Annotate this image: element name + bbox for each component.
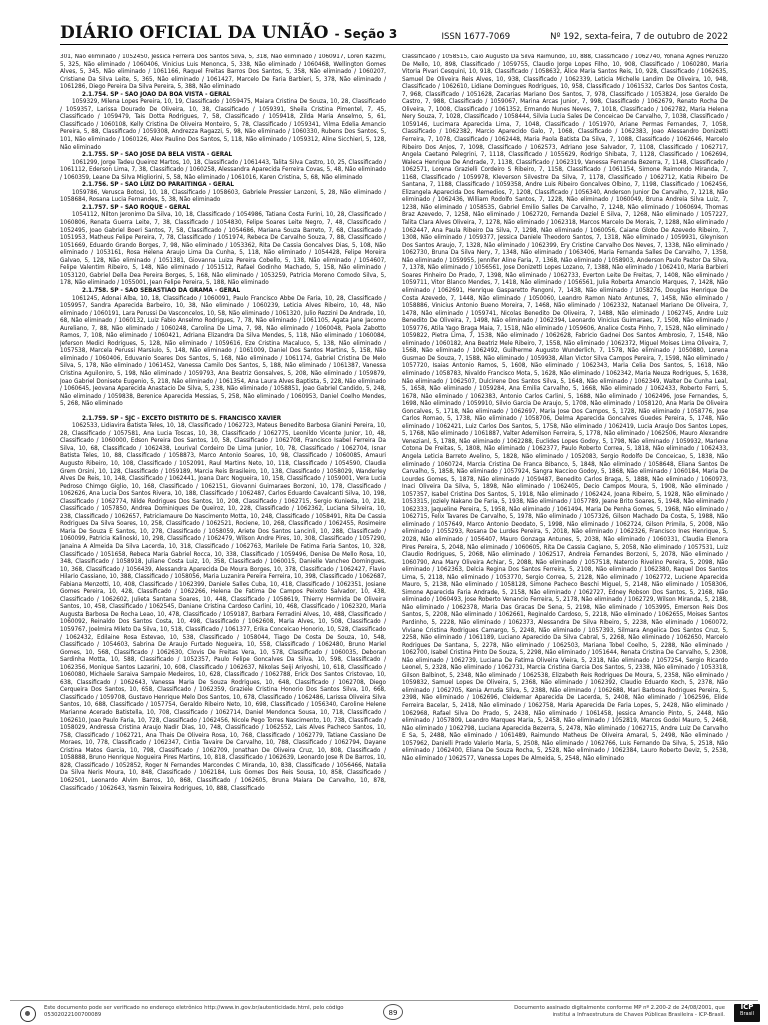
gazette-name: DIÁRIO OFICIAL DA UNIÃO — [60, 23, 329, 43]
results-paragraph: 1059329, Milena Lopes Pereira, 10, 19, Classificado / 1059475, Maiara Cristina De Souza, 10, 28, Classificado / 1059357, Larissa Dourado De Oliveira, 10, 38, Classificado / 1059391, Sheila Cristina Pimentel, 7, 45, Classificado / 1059479, Tais Dotta Rodrigues, 7, 58, Classificado / 1059418, Zilda Maria Anselmo, 5, 61, Classificado / 1060108, Kelly Cristina De Oliveira Monteiro, 5, 78, Classificado / 1059341, Vilma Edelia Amancio Pereira, 5, 88, Classificado / 1059308, Andrezza Ragazzi, 5, 98, Não eliminado / 1060330, Rubens Dos Santos, 5, 101, Não eliminado / 1060126, Alex Paulino Dos Santos, 5, 118, Não eliminado / 1059312, Aline Sicchieri, 5, 128, Não eliminado — [60, 99, 386, 151]
signature-note: Documento assinado digitalmente conforme MP nº 2.200-2 de 24/08/2001, que institui a Infraestrutura de Chaves Públicas Brasileira - ICP-Brasil. — [514, 1005, 725, 1018]
page-header — [60, 22, 728, 45]
page-number: 89 — [383, 1004, 403, 1020]
logo-main-text: ICP — [740, 1003, 754, 1011]
body-columns — [60, 54, 728, 1016]
section-heading: 2.1.759. SP - SJC - EXCETO DISTRITO DE S. FRANCISCO XAVIER — [82, 415, 282, 422]
gazette-title — [60, 23, 397, 44]
verification-note: Este documento pode ser verificado no endereço eletrônico http://www.in.gov.br/autenticidade.html, pelo código 05302022100700089 — [44, 1005, 344, 1018]
left-column — [60, 54, 386, 1016]
results-paragraph: 1062533, Lidiavira Batista Teles, 10, 18, Classificado / 1062723, Mateus Benedito Barbosa Gianini Pereira, 10, 28, Classificado / 1057581, Ana Lucia Toscas, 10, 38, Classificado / 1062775, Leonildo Vicente Junior, 10, 48, Classificado / 1060000, Edson Pereira Dos Santos, 10, 58, Classificado / 1062708, Francisco Isabel Ferreira Da Silva, 10, 68, Classificado / 1062438, Lourival Cordeiro De Lima Junior, 10, 78, Classificado / 1062704, Isnar Batista Teles, 10, 88, Classificado / 1058873, Marco Antonio Soares, 10, 98, Classificado / 1060085, Amauri Augusto Ribeiro, 10, 108, Classificado / 1052091, Raul Martins Neto, 10, 118, Classificado / 1054590, Claudia Grem Orsini, 10, 128, Classificado / 1059189, Marcia Reis Brasileiro, 10, 138, Classificado / 1058029, Wanderley Alves De Reis, 10, 148, Classificado / 1062441, Joana Darc Nogueira, 10, 158, Classificado / 1059001, Vera Lucia Pedroso Chimgo Giglio, 10, 168, Classificado / 1062151, Giovanni Guimaraes Borzoni, 10, 178, Classificado / 1062626, Ana Lucia Dos Santos Rivera, 10, 188, Classificado / 1062487, Carlos Eduardo Cavalcanti Silva, 10, 198, Classificado / 1062774, Nilde Rodrigues Dos Santos, 10, 208, Classificado / 1062715, Sergio Kunieda, 10, 218, Classificado / 1057850, Andrea Dominiques De Queiroz, 10, 228, Classificado / 1062362, Luciana Silveira, 10, 238, Classificado / 1062657, Patriciamaure Do Nascimento Motta, 10, 248, Classificado / 1058491, Rita De Cassia Rodrigues Da Silva Soares, 10, 258, Classificado / 1062521, Rociene, 10, 268, Classificado / 1062455, Rosimeire Maria De Souza E Santos, 10, 278, Classificado / 1058059, Ariete Dos Santos Lancinli, 10, 288, Classificado / 1060099, Patricia Kalinoski, 10, 298, Classificado / 1062479, Wilson Andre Pires, 10, 308, Classificado / 1057290, Janaina A Almeida Da Silva Lacerda, 10, 318, Classificado / 1062763, Marilele De Fatima Faria Santos, 10, 328, Classificado / 1051658, Rebeca Maria Gabriel Rocca, 10, 338, Classificado / 1059496, Denise De Mello Rosa, 10, 348, Classificado / 1058918, Juliane Costa Luiz, 10, 358, Classificado / 1060015, Danielle Vancheo Domingues, 10, 368, Classificado / 1056439, Alessandra Aparecida De Moura Borges, 10, 378, Classificado / 1062427, Flavio Hilario Cassiano, 10, 388, Classificado / 1058056, Maria Luzanira Pereira Ferreira, 10, 398, Classificado / 1062687, Fabiana Menzotti, 10, 408, Classificado / 1062399, Daniele Salles Cuba, 10, 418, Classificado / 1062351, Josiane Gomes Pereira, 10, 428, Classificado / 1062266, Helena De Fatima De Campos Peixoto Salvador, 10, 438, Classificado / 1062602, Julieta Santana Soares, 10, 448, Classificado / 1058619, Thierry Hermida De Oliveira Santos, 10, 458, Classificado / 1062545, Daniane Cristina Cardoso Carlini, 10, 468, Classificado / 1062320, Maria Augusta Barbosa De Rocha Leao, 10, 478, Classificado / 1059187, Barbara Ferradini Alves, 10, 488, Classificado / 1060092, Reinaldo Dos Santos Costa, 10, 498, Classificado / 1062608, Maria Alves, 10, 508, Classificado / 1059767, Joelmira Mileto Da Silva, 10, 518, Classificado / 1061377, Erika Conceicao Honorio, 10, 528, Classificado / 1062432, Edilaine Rosa Estevao, 10, 538, Classificado / 1058044, Tiago De Costa De Souza, 10, 548, Classificado / 1054603, Sabrina De Araujo Furtado Nogueira, 10, 558, Classificado / 1062480, Bruno Mariel Gomes, 10, 568, Classificado / 1062630, Clovis De Freitas Vera, 10, 578, Classificado / 1060035, Deboran Sardinha Motta, 10, 588, Classificado / 1052357, Paulo Felipe Goncalves Da Silva, 10, 598, Classificado / 1062356, Monique Santos Lazarini, 10, 608, Classificado / 1062637, Nikolas Seiji Ariyoshi, 10, 618, Classificado / 1060080, Michaele Saraiva Sampaio Medeiros, 10, 628, Classificado / 1062788, Erick Dos Santos Cristovao, 10, 638, Classificado / 1062643, Vanessa Maria De Souza Rodrigues, 10, 648, Classificado / 1062708, Diego Cerqueira Dos Santos, 10, 658, Classificado / 1062359, Graziele Cristina Honorio Dos Santos Silva, 10, 668, Classificado / 1059708, Gustavo Henrique Melo Dos Santos, 10, 678, Classificado / 1062486, Larissa Oliveira Silva Santos, 10, 688, Classificado / 1057754, Geraldo Ribeiro Neto, 10, 698, Classificado / 1056340, Caroline Helene Marianne Acerado Batistella, 10, 708, Classificado / 1062714, Daniel Mendonca Sousa, 10, 718, Classificado / 1062610, Joao Paulo Faria, 10, 728, Classificado / 1062456, Nicole Pego Torres Nascimento, 10, 738, Classificado / 1058029, Andressa Cristina Araujo Nadir Dias, 10, 748, Classificado / 1062552, Lais Alves Pacheco Santos, 10, 758, Classificado / 1062721, Ana Thais De Oliveira Rosa, 10, 768, Classificado / 1062779, Tatiane Cassiano De Moraes, 10, 778, Classificado / 1062347, Cintia Tavaire De Carvalho, 10, 788, Classificado / 1062794, Dayane Cristina Matos Garcia, 10, 798, Classificado / 1062709, Jonathan De Oliveira Cruz, 10, 808, Classificado / 1058888, Bruno Henrique Nogueira Pires Martins, 10, 818, Classificado / 1062639, Leonardo Jose R De Barros, 10, 828, Classificado / 1052852, Roger N Fernandes Marcondes C Miranda, 10, 838, Classificado / 1056466, Natalia Da Silva Neris Moura, 10, 848, Classificado / 1062184, Luis Gomes Dos Reis Sousa, 10, 858, Classificado / 1062501, Leonardo Alvim Barros, 10, 868, Classificado / 1062605, Bruna Maiara De Carvalho, 10, 878, Classificado / 1062643, Yasmin Teixeira Rodrigues, 10, 888, Classificado — [60, 423, 386, 792]
section-label: - Seção 3 — [334, 27, 398, 41]
section-heading: 2.1.755. SP - SAO JOSE DA BELA VISTA - GERAL — [82, 152, 233, 159]
icp-brasil-logo-icon — [734, 1004, 760, 1022]
section-heading: 2.1.756. SP - SAO LUIZ DO PARAITINGA - GERAL — [82, 182, 234, 189]
issn-number: ISSN 1677-7069 — [441, 32, 511, 42]
right-column — [402, 54, 728, 1016]
coat-of-arms-icon — [20, 1006, 36, 1022]
results-paragraph: 1061299, Jorge Tadeu Queiroz Martos, 10, 18, Classificado / 1061443, Talita Silva Castro, 10, 25, Classificado / 1061112, Ederson Lima, 7, 38, Classificado / 1060258, Alessandra Aparecida Ferreira Covas, 5, 48, Não eliminado / 1060359, Leane Da Silva Migliorini, 5, 58, Não eliminado / 1061016, Karen Cristina, 5, 68, Não eliminado — [60, 159, 386, 181]
results-paragraph: 1061245, Adonai Alba, 10, 18, Classificado / 1060091, Paulo Francisco Abbe De Faria, 10, 28, Classificado / 1059957, Sandra Aparecida Barbeiro, 10, 38, Não eliminado / 1060239, Leticia Alves Ribeiro, 10, 48, Não eliminado / 1060191, Lara Perussi De Vasconcelos, 10, 58, Não eliminado / 1061320, Julio Rezzini De Andrade, 10, 68, Não eliminado / 1060132, Luiz Fabio Anselmo Rodrigues, 7, 78, Não eliminado / 1061105, Agata Jane Jacomo Aureliano, 7, 88, Não eliminado / 1060248, Carolina De Lima, 7, 98, Não eliminado / 1060048, Paola Zabotto Ramos, 7, 108, Não eliminado / 1060421, Adriana Elizandra Da Silva Mendes, 5, 118, Não eliminado / 1060084, Jeferson Medici Rodrigues, 5, 128, Não eliminado / 1059616, Eze Cristina Macaluco, 5, 138, Não eliminado / 1057538, Marcela Perussi Marsiulo, 5, 148, Não eliminado / 1061009, Daniel Dos Santos Martins, 5, 158, Não eliminado / 1060406, Eduvanio Soares Dos Santos, 5, 168, Não eliminado / 1061174, Gabriel Cristina De Melo Silva, 5, 178, Não eliminado / 1061452, Vanessa Camilo Dos Santos, 5, 188, Não eliminado / 1061387, Vanessa Cristina Aguiloniro, 5, 198, Não eliminado / 1059793, Ana Beatriz Gonsalves, 5, 208, Não eliminado / 1059879, Joao Gabriel Donisete Eugenio, 5, 218, Não eliminado / 1061354, Ana Laura Alves Baptista, 5, 228, Não eliminado / 1060645, Jeovana Aparecida Anastacio De Silva, 5, 238, Não eliminado / 1058851, Joao Gabriel Candido, 5, 248, Não eliminado / 1059838, Berenice Aparecida Messias, 5, 258, Não eliminado / 1060953, Daniel Coelho Mendes, 5, 268, Não eliminado — [60, 295, 386, 408]
results-paragraph: Classificado / 1058515, Caio Augusto Da Silva Raimundo, 10, 888, Classificado / 1062740, Yohana Agnes Peruzzo De Mello, 10, 898, Classificado / 1059755, Claudio Jorge Lopes Filho, 10, 908, Classificado / 1060280, Maria Vitoria Pivari Cesquini, 10, 918, Classificado / 1058632, Alice Maria Santos Reis, 10, 928, Classificado / 1062635, Samuel De Oliveira Reis Alves, 10, 938, Classificado / 1062339, Leticia Michelle Landim De Oliveira, 10, 948, Classificado / 1062610, Lidiane Domingues Rodrigues, 10, 958, Classificado / 1061532, Carlos Dos Santos Costa, 7, 968, Classificado / 1051628, Zacarias Mariano Dos Santos, 7, 978, Classificado / 1053824, Jose Geraldo De Castro, 7, 988, Classificado / 1059067, Marina Arcas Junior, 7, 998, Classificado / 1062679, Renato Rocha De Oliveira, 7, 1008, Classificado / 1061352, Ermando Nunes Neves, 7, 1018, Classificado / 1062782, Maria Helena Nery Souza, 7, 1028, Classificado / 1058444, Silvia Lucia Sales De Conceicao De Carvalho, 7, 1038, Classificado / 1059146, Lucimara Aparecida Lima, 7, 1048, Classificado / 1051970, Ariane Permas Fernandes, 7, 1058, Classificado / 1062382, Marcio Aparecido Galo, 7, 1068, Classificado / 1062383, Joao Alessandro Donizetti Ferreira, 7, 1078, Classificado / 1062448, Maria Paola Batista Da Silva, 7, 1088, Classificado / 1062646, Marcelo Ribeiro Dos Anjos, 7, 1098, Classificado / 1062573, Adriano Jose Salvador, 7, 1108, Classificado / 1062717, Angela Caetano Pelegrini, 7, 1118, Classificado / 1055629, Rodrigo Shibata, 7, 1128, Classificado / 1062694, Waleca Henrique De Andrade, 7, 1138, Classificado / 1062319, Vanessa Fernanda Bezerra, 7, 1148, Classificado / 1062571, Lorena Grazielli Cordeiro S Ribeiro, 7, 1158, Classificado / 1061154, Simone Raimondo Miranda, 7, 1168, Classificado / 1059978, Kleverson Silvestre Da Silva, 7, 1178, Classificado / 1062712, Katia Ribeiro De Santana, 7, 1188, Classificado / 1059358, Andre Luis Ribeiro Goncalves Olbino, 7, 1198, Classificado / 1062456, Elizangela Aparecida Dos Remedios, 7, 1208, Classificado / 1056340, Anderson Junior De Carvalho, 7, 1218, Não eliminado / 1062436, William Rodolfo Santos, 7, 1228, Não eliminado / 1060049, Bruna Andreia Silva Luiz, 7, 1238, Não eliminado / 1058535, Gabriel Emilio Salles De Carvalho, 7, 1248, Não eliminado / 1060694, Thomas Braz Azevedo, 7, 1258, Não eliminado / 1062720, Fernanda Deziel E Silva, 7, 1268, Não eliminado / 1057227, Talita Clara Alves Oliveira, 7, 1278, Não eliminado / 1062318, Marcos Marcelo De Morais, 7, 1288, Não eliminado / 1062447, Ana Paula Ribeiro Da Silva, 7, 1298, Não eliminado / 1060056, Caiane Globo De Azevedo Ribeiro, 7, 1308, Não eliminado / 1059377, Jessica Daniele Theodoro Santos, 7, 1318, Não eliminado / 1059931, Gleynison Dos Santos Araujo, 7, 1328, Não eliminado / 1062399, Ery Cristine Carvalho Dos Neves, 7, 1338, Não eliminado / 1062730, Bruna Da Silva Nery, 7, 1348, Não eliminado / 1063406, Maria Fernanda Salles De Carvalho, 7, 1358, Não eliminado / 1059955, Jennifer Aline Faria, 7, 1368, Não eliminado / 1058903, Anderson Paulo Pastor Da Silva, 7, 1378, Não eliminado / 1056561, Jose Donizetti Lopes Lozano, 7, 1388, Não eliminado / 1062410, Maria Barbieri Soares Pinheiro Do Prado, 7, 1398, Não eliminado / 1062733, Everton Leite De Freitas, 7, 1408, Não eliminado / 1059711, Vitor Blanco Mendes, 7, 1418, Não eliminado / 1056561, Julia Roberta Amancio Marques, 7, 1428, Não eliminado / 1062691, Henrique Gasparetto Pangoni, 7, 1438, Não eliminado / 1058276, Douglas Henrique De Costa Azevedo, 7, 1448, Não eliminado / 1050060, Leandro Ramon Nato Antunes, 7, 1458, Não eliminado / 1058886, Vinicius Antonio Bueno Moreira, 7, 1468, Não eliminado / 1062332, Natanael Mariano De Oliveira, 7, 1478, Não eliminado / 1059741, Nicolas Benedito De Oliveira, 7, 1488, Não eliminado / 1062745, Andre Luiz Benedito De Oliveira, 7, 1498, Não eliminado / 1062394, Leonardo Vinicius Guimaraes, 7, 1508, Não eliminado / 1059776, Atila Yago Braga Maia, 7, 1518, Não eliminado / 1059606, Analice Costa Pinho, 7, 1528, Não eliminado / 1059822, Pietra Lima, 7, 1538, Não eliminado / 1062628, Fabricio Gadnei Dos Santos Ambrosio, 7, 1548, Não eliminado / 1060182, Ana Beatriz Mele Ribeiro, 7, 1558, Não eliminado / 1062372, Miguel Moises Lima Oliveira, 7, 1568, Não eliminado / 1062492, Guilherme Augusto Wunderlich, 7, 1578, Não eliminado / 1050880, Lorena Gusmao De Souza, 7, 1588, Não eliminado / 1059938, Allan Victor Silva Campos Pereira, 7, 1598, Não eliminado / 1057720, Isaias Antonio Ramos, 5, 1608, Não eliminado / 1062343, Maria Celia Dos Santos, 5, 1618, Não eliminado / 1058783, Nivaldo Francisco Mota, 5, 1628, Não eliminado / 1062342, Maria Neuza Rodrigues, 5, 1638, Não eliminado / 1062507, Dulcirene Dos Santos Silva, 5, 1648, Não eliminado / 1062349, Walter De Cunha Leal, 5, 1658, Não eliminado / 1059284, Ana Emilia Carvalho, 5, 1668, Não eliminado / 1062433, Roberto Ferri, 5, 1678, Não eliminado / 1062383, Antonio Carlos Carlini, 5, 1688, Não eliminado / 1062496, Jose Fernandes, 5, 1698, Não eliminado / 1059910, Silvio Garcia De Araujo, 5, 1708, Não eliminado / 1058120, Ana Maria De Oliveira Goncalves, 5, 1718, Não eliminado / 1062697, Maria Jose Dos Campos, 5, 1728, Não eliminado / 1058776, Jose Carlos Romao, 5, 1738, Não eliminado / 1058706, Delma Aparecida Goncalves Guedes Pereira, 5, 1748, Não eliminado / 1062421, Luiz Carlos Dos Santos, 5, 1758, Não eliminado / 1062419, Lucia Araujo Dos Santos Lopes, 5, 1768, Não eliminado / 1061887, Valter Ademilson Ferreira, 5, 1778, Não eliminado / 1062506, Mauro Alexandre Venezianl, 5, 1788, Não eliminado / 1062288, Euclides Lopes Godoy, 5, 1798, Não eliminado / 1059932, Marlene Cotona De Freitas, 5, 1808, Não eliminado / 1062377, Paulo Roberto Correa, 5, 1818, Não eliminado / 1062433, Angela Leticia Barreto Avelino, 5, 1828, Não eliminado / 1052083, Sergio Rodolfo De Conceicao, 5, 1838, Não eliminado / 1060724, Marcia Cristina De Franca Bibanco, 5, 1848, Não eliminado / 1058648, Eliana Santos De Carvalho, 5, 1858, Não eliminado / 1057924, Sangra Naccioo Godoy, 5, 1868, Não eliminado / 1060184, Maria De Lourdes Gomes, 5, 1878, Não eliminado / 1059487, Benedito Carlos Braga, 5, 1888, Não eliminado / 1060973, Inaci Oliveira Da Silva, 5, 1898, Não eliminado / 1062405, Decio Campos Moura, 5, 1908, Não eliminado / 1057357, Isabel Cristina Dos Santos, 5, 1918, Não eliminado / 1062424, Joana Ribeiro, 5, 1928, Não eliminado / 1053315, Joziely Nakano De Faria, 5, 1938, Não eliminado / 1057789, Jeane Brito Soares, 5, 1948, Não eliminado / 1062333, Jaqueline Pereira, 5, 1958, Não eliminado / 1061494, Maria De Penha Gomes, 5, 1968, Não eliminado / 1062715, Felix Tavares De Carvalho, 5, 1978, Não eliminado / 1057326, Gilson Machado Da Costa, 5, 1988, Não eliminado / 1057649, Marco Antonio Deodato, 5, 1998, Não eliminado / 1062724, Gilson Primila, 5, 2008, Não eliminado / 1055293, Rosana De Lurdes Pereira, 5, 2018, Não eliminado / 1062326, Francisco Ines Henrique, 5, 2028, Não eliminado / 1056407, Mauro Gonzaga Antunes, 5, 2038, Não eliminado / 1060331, Claudia Elenora Pires Pereira, 5, 2048, Não eliminado / 1060605, Rita De Cassia Cagiano, 5, 2058, Não eliminado / 1057531, Luiz Claudio Rodrigues, 5, 2068, Não eliminado / 1062517, Andreia Fernandes Borzoni, 5, 2078, Não eliminado / 1060790, Ana Mary Oliveira Achiar, 5, 2088, Não eliminado / 1057518, Natercio Rivelino Pereira, 5, 2098, Não eliminado / 1062363, Delcia Regina Dos Santos Ferreira, 5, 2108, Não eliminado / 1062380, Raquel Dos Santos Lima, 5, 2118, Não eliminado / 1053770, Sergio Correa, 5, 2128, Não eliminado / 1062772, Luciene Aparecida Mauro, 5, 2138, Não eliminado / 1058128, Simone Pacheco Beschi Miguel, 5, 2148, Não eliminado / 1058306, Simone Aparecida Faria Andrade, 5, 2158, Não eliminado / 1062727, Edney Robson Dos Santos, 5, 2168, Não eliminado / 1060493, Jose Roberto Venancio Ferreira, 5, 2178, Não eliminado / 1062729, Wilson Miranda, 5, 2188, Não eliminado / 1062378, Maria Das Gracas De Sena, 5, 2198, Não eliminado / 1053995, Emerson Reis Dos Santos, 5, 2208, Não eliminado / 1062661, Reginaldo Cardoso, 5, 2218, Não eliminado / 1062655, Moises Santos Pardinho, 5, 2228, Não eliminado / 1062373, Alessandra De Silva Ribeiro, 5, 2238, Não eliminado / 1060072, Viviane Cristina Rodrigues Camargo, 5, 2248, Não eliminado / 1057393, Silmara Angelica Dos Santos Cruz, 5, 2258, Não eliminado / 1061189, Luciano Aparecido Da Silva Cabral, 5, 2268, Não eliminado / 1062650, Marcelo Rodrigues De Santana, 5, 2278, Não eliminado / 1062503, Mariana Tobel Coelho, 5, 2288, Não eliminado / 1062700, Isabel Cristina Pinto De Souza, 5, 2298, Não eliminado / 1051644, Renata Cristina De Carvalho, 5, 2308, Não eliminado / 1062739, Luciana De Fatima Oliveira Vieira, 5, 2318, Não eliminado / 1057254, Sergio Ricardo Leonel, 5, 2328, Não eliminado / 1062731, Marcia Cristina Garcia Dos Santos, 5, 2338, Não eliminado / 1053318, Gilson Balbinot, 5, 2348, Não eliminado / 1062538, Elizabeth Reis Rodrigues De Moura, 5, 2358, Não eliminado / 1059832, Samuel Lopes De Oliveira, 5, 2368, Não eliminado / 1062392, Claudio Eduardo Koch, 5, 2378, Não eliminado / 1062705, Kenia Arruda Silva, 5, 2388, Não eliminado / 1062688, Mari Barbosa Rodrigues Pereira, 5, 2398, Não eliminado / 1062696, Cleidemar Aparecida De Lacerda, 5, 2408, Não eliminado / 1062596, Elide Ferreira Bacelar, 5, 2418, Não eliminado / 1062758, Maria Aparecida De Faria Lopes, 5, 2428, Não eliminado / 1062968, Rafael Silva Do Prado, 5, 2438, Não eliminado / 1061458, Jessica Amancio Pinto, 5, 2448, Não eliminado / 1057809, Leandro Marques Maria, 5, 2458, Não eliminado / 1052819, Marcos Godoi Mauro, 5, 2468, Não eliminado / 1062798, Luciana Aparecida Bezerra, 5, 2478, Não eliminado / 1062715, Andre Luiz De Carvalho E Sa, 5, 2488, Não eliminado / 1061489, Raimundo Matheus De Oliveira Amaral, 5, 2498, Não eliminado / 1057962, Danielli Prado Valerio Maria, 5, 2508, Não eliminado / 1062766, Luis Fernando Da Silva, 5, 2518, Não eliminado / 1062400, Eliana De Souza Rocha, 5, 2528, Não eliminado / 1062384, Lauro Roberto Deviz, 5, 2538, Não eliminado / 1062577, Vanessa Lopes De Almeida, 5, 2548, Não eliminado — [402, 54, 728, 762]
results-paragraph: 1059786, Verusca Botosi, 10, 18, Classificado / 1058603, Gabriele Pressier Lanzoni, 5, 28, Não eliminado / 1058684, Rosana Lucia Fernandes, 5, 38, Não eliminado — [60, 189, 386, 204]
section-heading: 2.1.758. SP - SAO SEBASTIAO DA GRAMA - GERAL — [82, 287, 241, 294]
section-heading: 2.1.754. SP - SAO JOAO DA BOA VISTA - GERAL — [82, 91, 231, 98]
page-footer — [10, 1000, 758, 1025]
section-heading: 2.1.757. SP - SAO ROQUE - GERAL — [82, 204, 190, 211]
logo-sub-text: Brasil — [740, 1011, 754, 1017]
results-paragraph: 301, Não eliminado / 1052450, Jessica Ferreira Dos Santos Silva, 5, 318, Não eliminado / 1060917, Loren Kazimi, 5, 325, Não eliminado / 1060406, Vinicius Luis Menonca, 5, 338, Não eliminado / 1060468, Wellington Gomes Alves, 5, 345, Não eliminado / 1061166, Raquel Freitas Barros Dos Santos, 5, 358, Não eliminado / 1060207, Cristiane Da Silva Leite, 5, 365, Não eliminado / 1061427, Marcelo De Faria Barbieri, 5, 378, Não eliminado / 1061286, Diego Pereira Da Silva Pereira, 5, 388, Não eliminado — [60, 54, 386, 91]
results-paragraph: 1054112, Nilton Jeronimo Da Silva, 10, 18, Classificado / 1054986, Tatiana Costa Furini, 10, 28, Classificado / 1060806, Renata Guerra Leite, 7, 38, Classificado / 1054830, Felipe Soares Leite Negro, 7, 48, Classificado / 1052495, Joao Gabriel Boeri Santos, 7, 58, Classificado / 1054686, Mariana Souza Barreto, 7, 68, Classificado / 1051953, Matheus Felipe Pereira, 7, 78, Classificado / 1051974, Rebeca De Carvalho Souza, 7, 88, Classificado / 1051669, Eduardo Grando Borges, 7, 98, Não eliminado / 1053362, Rita De Cassia Goncalves Dias, 5, 108, Não eliminado / 1053161, Rosa Helena Araujo Lima Da Cunha, 5, 118, Não eliminado / 1054428, Felipe Moreira Galvao, 5, 128, Não eliminado / 1051381, Giovanna Luiza Pereira Cobello, 5, 138, Não eliminado / 1054607, Felipe Valentim Ribeiro, 5, 148, Não eliminado / 1051512, Rafael Godinho Machado, 5, 158, Não eliminado / 1053120, Gabriel Della Dea Pereira Borges, 5, 168, Não eliminado / 1053259, Patricia Moreno Comodo Silva, 5, 178, Não eliminado / 1055001, Jean Felipe Pereira, 5, 188, Não eliminado — [60, 212, 386, 287]
issue-date: Nº 192, sexta-feira, 7 de outubro de 2022 — [550, 32, 728, 42]
